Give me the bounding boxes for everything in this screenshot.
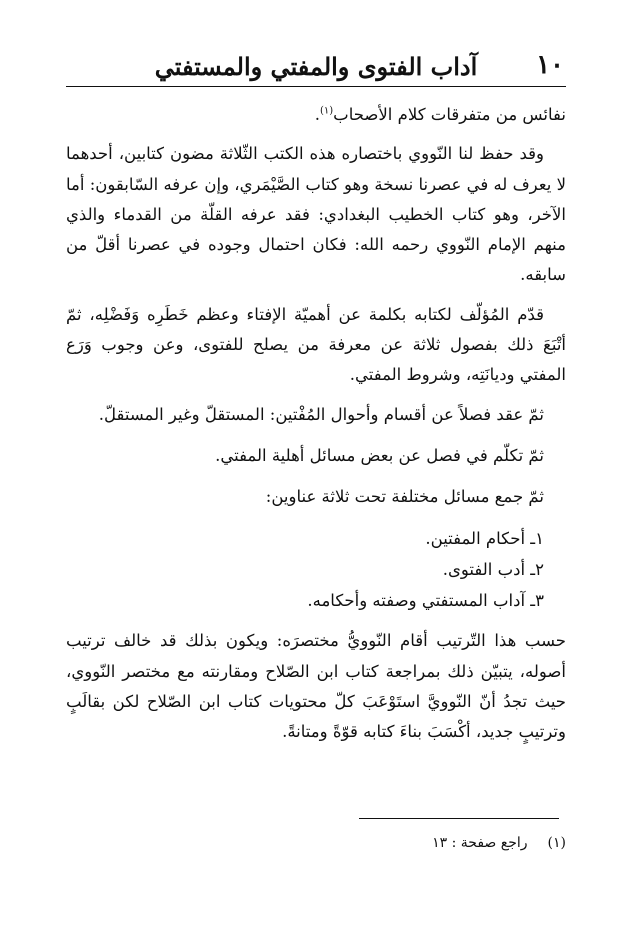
body-text xyxy=(66,100,566,757)
paragraph-1-end: . xyxy=(314,105,320,124)
paragraph-7: حسب هذا التّرتيب أقام النّوويُّ مختصرَه: ويكون بذلك قد خالف ترتيب أصوله، يتبيّن ذلك بمراجعة كتاب ابن الصّلاح ومقارنته مع مختصر النّووي، حيث تجدُ أنّ النّوويَّ استَوْعَبَ كلّ محتويات كتاب ابن الصّلاح لكن بقالَبٍ وترتيبٍ جديد، أكْسَبَ بناءَ كتابه قوّةً ومتانةً. xyxy=(66,631,566,742)
paragraph-1 xyxy=(66,100,566,130)
paragraph-6: ثمّ جمع مسائل مختلفة تحت ثلاثة عناوين: xyxy=(265,487,544,507)
paragraph-3: قدّم المُؤلّف لكتابه بكلمة عن أهميّة الإفتاء وعظم خَطَرِه وَفَضْلِه، ثمّ أتْبَعَ ذلك بفصول ثلاثة عن معرفة من يصلح للفتوى، وعن وجوب وَرَع المفتي وديانَتِه، وشروط المفتي. xyxy=(66,304,566,385)
numbered-list xyxy=(66,524,566,617)
footnote-divider xyxy=(359,818,559,819)
paragraph-2: وقد حفظ لنا النّووي باختصاره هذه الكتب الثّلاثة مضون كتابين، أحدهما لا يعرف له في عصرنا نسخة وهو كتاب الصَّيْمَري، وإن عرفه السّابقون: أما الآخر، وهو كتاب الخطيب البغدادي: فقد عرفه القلّة من القدماء والذي منهم الإمام النّووي رحمه الله: فكان احتمال وجوده في عصرنا أقلّ من سابقه. xyxy=(66,144,566,285)
page-number: ١٠ xyxy=(536,50,564,80)
list-item: ١ـ أحكام المفتين. xyxy=(425,528,544,548)
footnote xyxy=(66,833,566,853)
page-header xyxy=(66,46,566,87)
footnote-mark: (١) xyxy=(547,835,566,851)
running-title: آداب الفتوى والمفتي والمستفتي xyxy=(154,52,478,81)
footnote-text: راجع صفحة : ١٣ xyxy=(432,835,528,851)
list-item: ٢ـ أدب الفتوى. xyxy=(442,559,544,579)
footnote-reference[interactable]: (١) xyxy=(319,105,334,117)
paragraph-1-text: نفائس من متفرقات كلام الأصحاب xyxy=(333,105,566,124)
paragraph-5: ثمّ تكلّم في فصل عن بعض مسائل أهلية المفتي. xyxy=(215,445,544,465)
list-item: ٣ـ آداب المستفتي وصفته وأحكامه. xyxy=(307,591,544,611)
paragraph-4: ثمّ عقد فصلاً عن أقسام وأحوال المُفْتين: المستقلّ وغير المستقلّ. xyxy=(98,404,544,424)
